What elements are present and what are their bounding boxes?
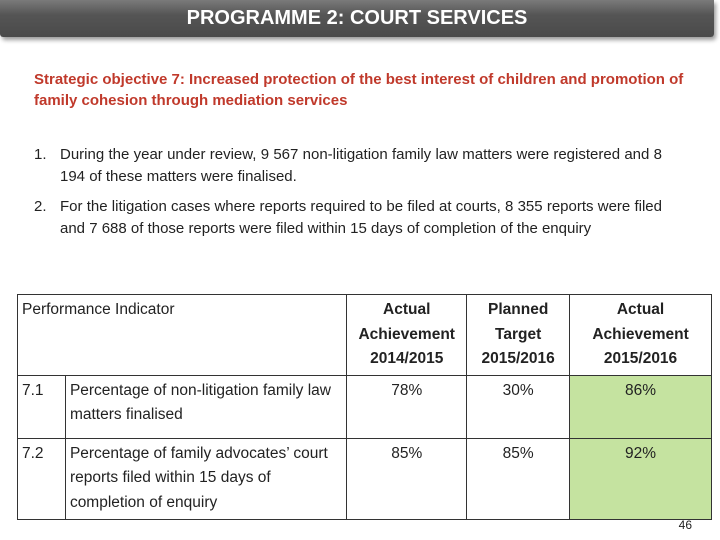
page-title: PROGRAMME 2: COURT SERVICES: [186, 7, 528, 29]
list-item: [34, 196, 662, 239]
header-indicator: Performance Indicator: [18, 295, 347, 376]
indicator-id: 7.1: [18, 375, 66, 438]
title-banner: [0, 0, 714, 37]
strategic-objective: Strategic objective 7: Increased protection of the best interest of children and promotion of family cohesion through mediation services: [34, 71, 684, 109]
list-item: [34, 144, 662, 187]
actual-prev-value: 78%: [347, 375, 467, 438]
item-number: 2.: [34, 198, 47, 215]
header-target: Planned Target 2015/2016: [467, 295, 570, 376]
performance-table: [17, 294, 712, 520]
item-number: 1.: [34, 146, 47, 163]
indicator-text: Percentage of family advocates’ court reports filed within 15 days of completion of enquiry: [65, 438, 346, 519]
target-value: 30%: [467, 375, 570, 438]
table-header-row: [18, 295, 712, 376]
actual-value: 92%: [570, 438, 712, 519]
item-text: For the litigation cases where reports required to be filed at courts, 8 355 reports were filed and 7 688 of those reports were filed within 15 days of completion of the enquiry: [60, 198, 662, 237]
header-actual-prev: Actual Achievement 2014/2015: [347, 295, 467, 376]
item-text: During the year under review, 9 567 non-litigation family law matters were registered and 8 194 of these matters were finalised.: [60, 146, 662, 185]
indicator-text: Percentage of non-litigation family law matters finalised: [65, 375, 346, 438]
indicator-id: 7.2: [18, 438, 66, 519]
actual-value: 86%: [570, 375, 712, 438]
table-row: [18, 438, 712, 519]
table-row: [18, 375, 712, 438]
page-number: 46: [678, 518, 692, 532]
actual-prev-value: 85%: [347, 438, 467, 519]
header-actual: Actual Achievement 2015/2016: [570, 295, 712, 376]
target-value: 85%: [467, 438, 570, 519]
summary-list: [34, 144, 662, 248]
